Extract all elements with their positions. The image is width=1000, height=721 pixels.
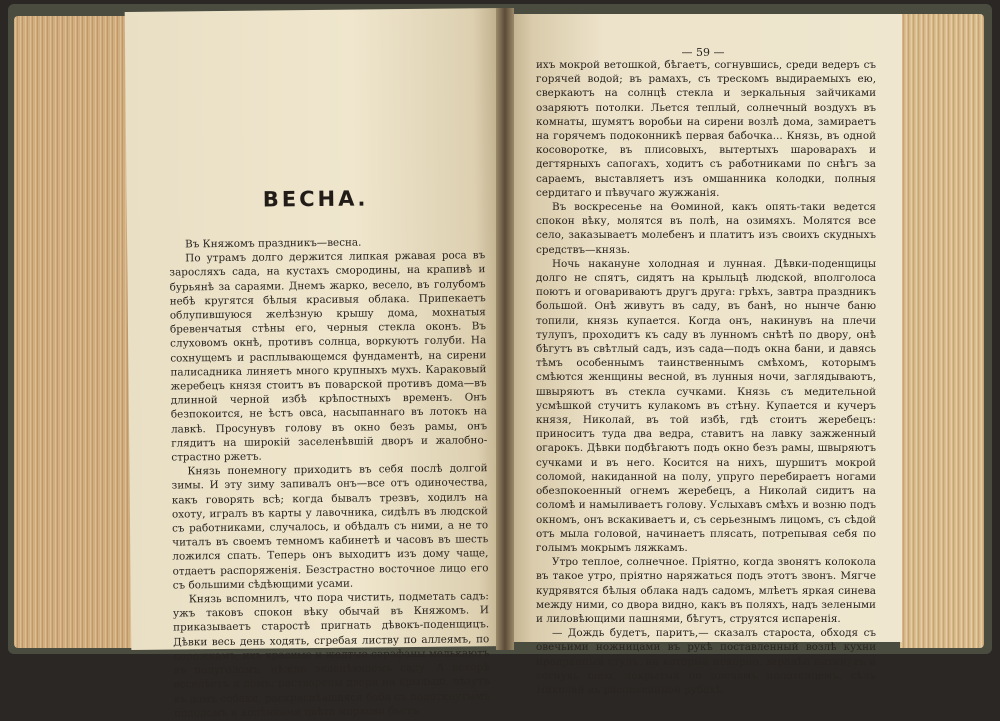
right-page (504, 14, 902, 696)
paragraph: Утро теплое, солнечное. Пріятно, когда звонятъ колокола въ такое утро, пріятно наряжаться подъ этотъ звонъ. Мягче кудрявятся бѣлыя облака надъ садомъ, млѣетъ яркая синева между ними, со двора видно, какъ въ поляхъ, надъ зелеными и лиловѣющими пашнями, бѣгутъ, струятся испаренія. (536, 556, 876, 625)
paragraph: ихъ мокрой ветошкой, бѣгаетъ, согнувшись, среди ведеръ съ горячей водой; въ рамахъ, съ трескомъ выдираемыхъ ею, сверкаютъ на солнцѣ стекла и зеркальныя зайчиками озаряютъ потолки. Льется теплый, солнечный воздухъ въ комнаты, шумятъ воробьи на сирени возлѣ дома, замираетъ на горячемъ подоконникѣ первая бабочка... Князь, въ одной косоворотке, въ плисовыхъ, вытертыхъ шароварахъ и дегтярныхъ сапогахъ, ходитъ съ работниками по снѣгъ за сараемъ, выставляетъ изъ омшанника колодки, полныя сердитаго и пѣвучаго жужжанія. (536, 59, 876, 199)
left-page-text (169, 234, 490, 720)
left-page (125, 8, 510, 720)
paragraph: По утрамъ долго держится липкая ржавая роса въ заросляхъ сада, на кустахъ смородины, на крапивѣ и бурьянѣ за сараями. Днемъ жарко, весело, въ голубомъ небѣ кругятся бѣлыя красивыя облака. Припекаетъ облупившуюся желѣзную крышу дома, мохнатыя бревенчатыя стѣны его, черныя стекла оконъ. Въ слуховомъ окнѣ, противъ солнца, воркуютъ голуби. На сохнущемъ и расплывающемся фундаментѣ, на сирени палисадника линяетъ много крупныхъ мухъ. Караковый жеребецъ князя стоитъ въ поварской противъ дома—въ длинной черной избѣ крѣпостныхъ временъ. Онъ безпокоится, не ѣстъ овса, насыпаннаго въ лотокъ на лавкѣ. Просунувъ голову въ окно безъ рамы, онъ глядитъ на широкій заселенѣвшій дворъ и жалобно-страстно ржетъ. (169, 249, 488, 464)
paragraph: Князь вспомнилъ, что пора чистить, подметать садъ: ужъ таковъ спокон вѣку обычай въ Княжомъ. И приказываетъ старостѣ пригнать дѣвокъ-поденщицъ. Дѣвки весь день ходять, сгребая листву по аллеямъ, по дорожкамъ, ихъ красные и желтые сарафаны мелькаютъ въ полуголомъ, нѣжно зеленѣющемъ саду. А вскорѣ веселѣетъ и домъ: растворены двери на крыльцо, лѣзутъ въ домъ собаки, раскраснѣвшаяся баба съ подоткнутымъ подоломъ и колѣнками цвѣта моркови бьетъ (172, 590, 490, 720)
chapter-title: ВЕСНА. (262, 186, 369, 212)
book-gutter (496, 8, 514, 650)
right-page-text (536, 58, 876, 697)
paragraph: Князь понемногу приходитъ въ себя послѣ долгой зимы. И эту зиму запивалъ онъ—все отъ одиночества, какъ говорять всѣ; когда бывалъ трезвъ, ходилъ на охоту, игралъ въ карты у лавочника, сидѣлъ въ людской съ работниками, случалось, и обѣдалъ съ ними, а не то читалъ въ своемъ темномъ кабинетѣ и часовъ въ шесть ложился спать. Теперь онъ выходитъ изъ дому чаще, отдаетъ распоряженія. Безстрастно восточное лицо его съ большими сѣдѣющими усами. (171, 462, 489, 592)
paragraph: Въ воскресенье на Ѳоминой, какъ опять-таки ведется спокон вѣку, молятся въ полѣ, на озимяхъ. Молятся все село, заказываетъ молебенъ и платитъ изъ своихъ скудныхъ средствъ—князь. (536, 201, 876, 256)
page-edges-left (14, 16, 134, 648)
paragraph: — Дождь будетъ, паритъ,— сказалъ староста, обходя съ овечьими ножницами въ рукѣ поставленный возлѣ кухни продранный стулъ, на который покорно, заранѣе вытянувъ и согнувъ шею, покрытый по плечамъ полотенцемъ, сѣлъ Николай въ распоясанной рубахѣ. (536, 627, 876, 696)
page-number: — 59 — (681, 46, 725, 59)
paragraph: Въ Княжомъ праздникъ—весна. (185, 236, 362, 251)
paragraph: Ночь накануне холодная и лунная. Дѣвки-поденщицы долго не спятъ, сидятъ на крыльцѣ людской, вполголоса поютъ и оговариваютъ другъ друга: грѣхъ, завтра праздникъ большой. Онѣ живутъ въ саду, въ банѣ, но нынче баню топили, князь купается. Когда онъ, накинувъ на плечи тулупъ, проходитъ къ саду въ лунномъ снѣтѣ по двору, онѣ бѣгутъ въ свѣтлый садъ, изъ сада—подъ окна бани, и давясь тѣмъ особеннымъ таинственнымъ смѣхомъ, которымъ смѣются женщины весной, въ лунныя ночи, заглядываютъ, швыряютъ въ стекла сучками. Князь съ медительной усмѣшкой стучитъ кулакомъ въ стѣну. Купается и кучеръ князя, Николай, въ той избѣ, гдѣ стоитъ жеребецъ: приноситъ туда два ведра, ставитъ на лавку зажженный огарокъ. Дѣвки подбѣгаютъ подъ окно безъ рамы, швыряютъ сучками и въ него. Косится на нихъ, шуршитъ мокрой соломой, накиданной на полу, упруго перебираетъ ногами обезпокоенный огнемъ жеребецъ, а Николай сидитъ на соломѣ и намыливаетъ голову. Услыхавъ смѣхъ и возню подъ окномъ, онъ вскакиваетъ и, съ серьезнымъ лицомъ, съ сѣдой отъ мыла головой, начинаетъ плясать, потрепывая себя по голымъ мокрымъ ляжкамъ. (536, 257, 876, 554)
page-edges-right (900, 14, 984, 648)
